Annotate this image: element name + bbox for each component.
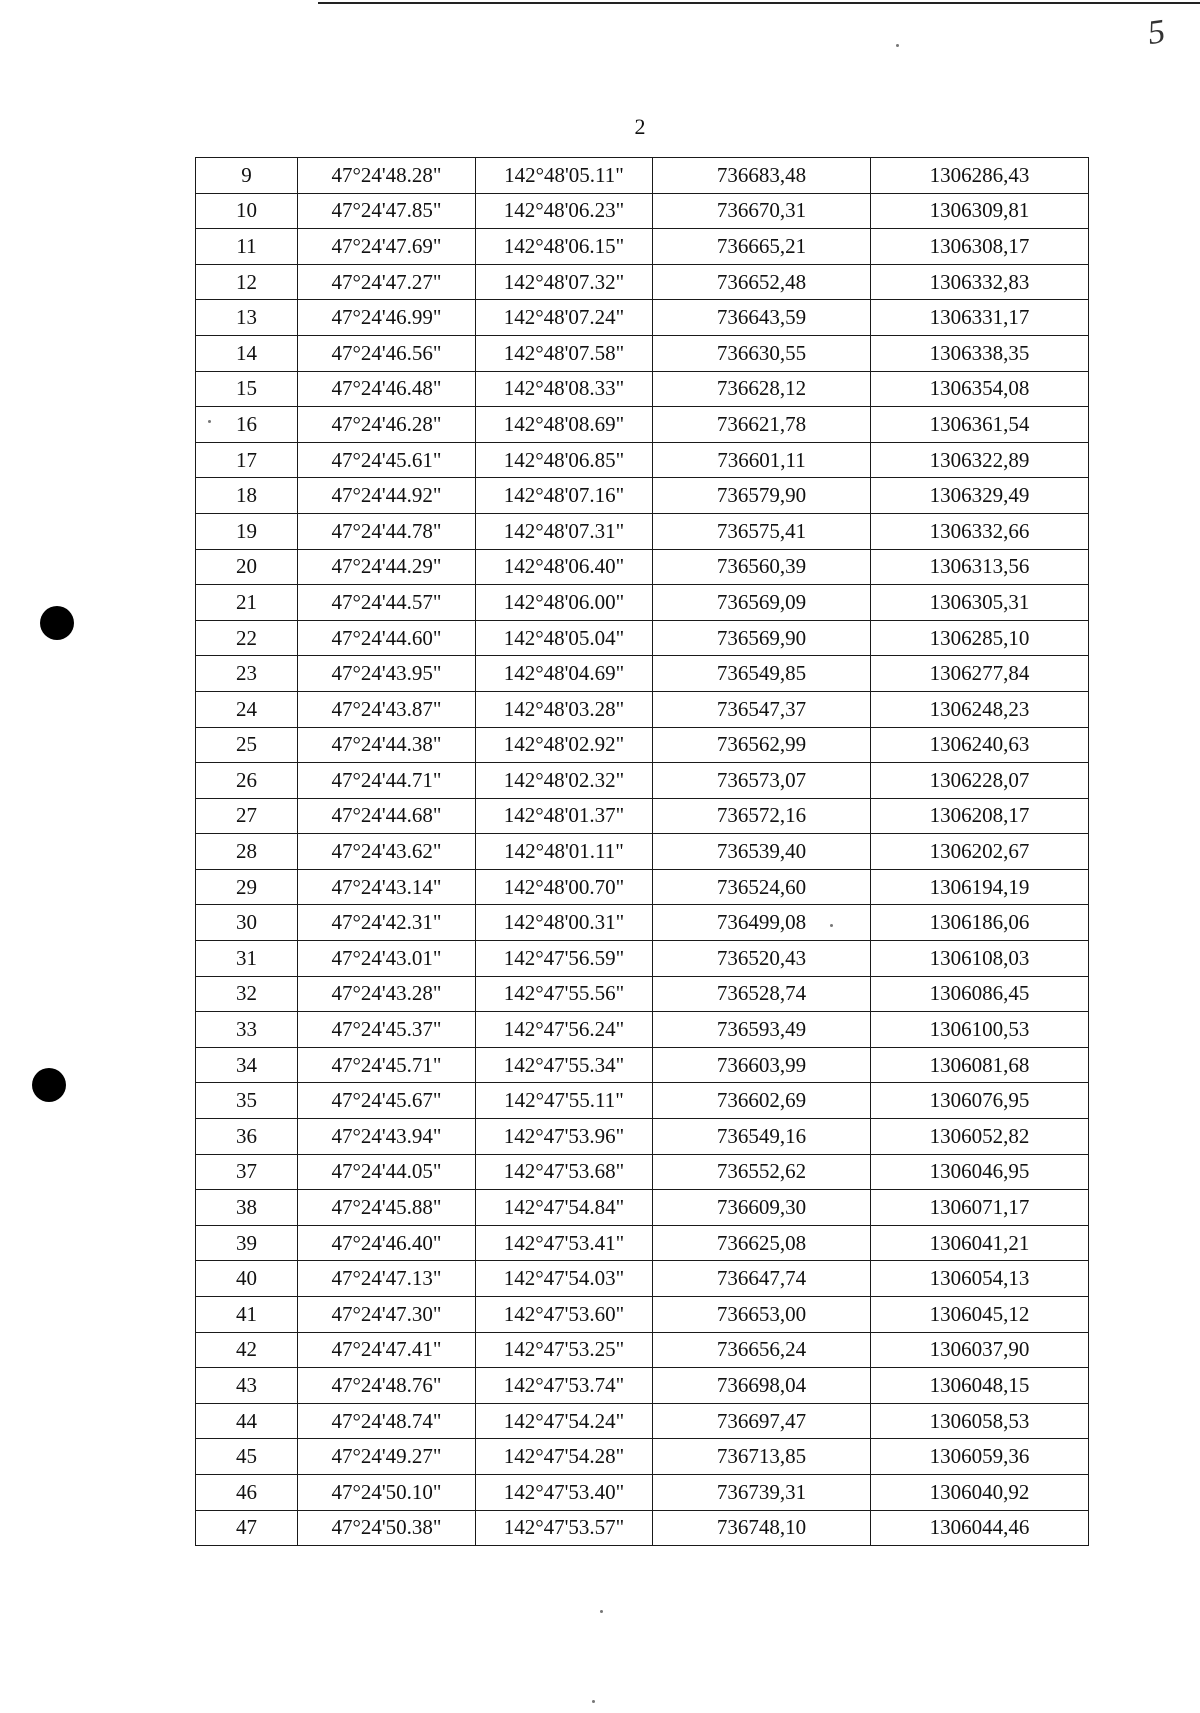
latitude-cell: 47°24'45.37" — [298, 1012, 476, 1048]
longitude-cell: 142°47'53.41" — [476, 1225, 653, 1261]
latitude-cell: 47°24'46.48" — [298, 371, 476, 407]
point-number-cell: 19 — [196, 513, 298, 549]
y-coordinate-cell: 1306202,67 — [871, 834, 1089, 870]
x-coordinate-cell: 736572,16 — [653, 798, 871, 834]
x-coordinate-cell: 736520,43 — [653, 941, 871, 977]
table-row — [196, 193, 1089, 229]
point-number-cell: 22 — [196, 620, 298, 656]
y-coordinate-cell: 1306041,21 — [871, 1225, 1089, 1261]
longitude-cell: 142°47'53.60" — [476, 1297, 653, 1333]
x-coordinate-cell: 736643,59 — [653, 300, 871, 336]
table-row — [196, 620, 1089, 656]
y-coordinate-cell: 1306309,81 — [871, 193, 1089, 229]
point-number-cell: 12 — [196, 264, 298, 300]
longitude-cell: 142°48'00.31" — [476, 905, 653, 941]
scan-speck — [592, 1700, 595, 1703]
latitude-cell: 47°24'45.88" — [298, 1190, 476, 1226]
table-row — [196, 300, 1089, 336]
longitude-cell: 142°48'06.85" — [476, 442, 653, 478]
x-coordinate-cell: 736528,74 — [653, 976, 871, 1012]
table-row — [196, 229, 1089, 265]
latitude-cell: 47°24'46.56" — [298, 335, 476, 371]
y-coordinate-cell: 1306313,56 — [871, 549, 1089, 585]
x-coordinate-cell: 736601,11 — [653, 442, 871, 478]
latitude-cell: 47°24'43.62" — [298, 834, 476, 870]
latitude-cell: 47°24'44.71" — [298, 763, 476, 799]
longitude-cell: 142°47'54.84" — [476, 1190, 653, 1226]
x-coordinate-cell: 736697,47 — [653, 1403, 871, 1439]
y-coordinate-cell: 1306052,82 — [871, 1119, 1089, 1155]
longitude-cell: 142°47'55.56" — [476, 976, 653, 1012]
y-coordinate-cell: 1306285,10 — [871, 620, 1089, 656]
latitude-cell: 47°24'45.61" — [298, 442, 476, 478]
y-coordinate-cell: 1306044,46 — [871, 1510, 1089, 1546]
point-number-cell: 32 — [196, 976, 298, 1012]
x-coordinate-cell: 736539,40 — [653, 834, 871, 870]
table-row — [196, 798, 1089, 834]
y-coordinate-cell: 1306286,43 — [871, 158, 1089, 194]
table-row — [196, 1403, 1089, 1439]
longitude-cell: 142°47'53.68" — [476, 1154, 653, 1190]
y-coordinate-cell: 1306081,68 — [871, 1047, 1089, 1083]
x-coordinate-cell: 736630,55 — [653, 335, 871, 371]
table-row — [196, 513, 1089, 549]
x-coordinate-cell: 736602,69 — [653, 1083, 871, 1119]
y-coordinate-cell: 1306308,17 — [871, 229, 1089, 265]
longitude-cell: 142°48'01.37" — [476, 798, 653, 834]
latitude-cell: 47°24'44.57" — [298, 585, 476, 621]
y-coordinate-cell: 1306058,53 — [871, 1403, 1089, 1439]
point-number-cell: 31 — [196, 941, 298, 977]
point-number-cell: 20 — [196, 549, 298, 585]
y-coordinate-cell: 1306277,84 — [871, 656, 1089, 692]
point-number-cell: 45 — [196, 1439, 298, 1475]
table-row — [196, 727, 1089, 763]
top-edge-rule — [318, 2, 1200, 4]
latitude-cell: 47°24'44.78" — [298, 513, 476, 549]
longitude-cell: 142°48'07.31" — [476, 513, 653, 549]
x-coordinate-cell: 736647,74 — [653, 1261, 871, 1297]
y-coordinate-cell: 1306338,35 — [871, 335, 1089, 371]
latitude-cell: 47°24'48.28" — [298, 158, 476, 194]
y-coordinate-cell: 1306194,19 — [871, 869, 1089, 905]
coordinates-table — [195, 157, 1089, 1546]
longitude-cell: 142°47'56.59" — [476, 941, 653, 977]
table-row — [196, 1012, 1089, 1048]
y-coordinate-cell: 1306228,07 — [871, 763, 1089, 799]
longitude-cell: 142°48'06.15" — [476, 229, 653, 265]
latitude-cell: 47°24'44.29" — [298, 549, 476, 585]
latitude-cell: 47°24'44.05" — [298, 1154, 476, 1190]
latitude-cell: 47°24'50.10" — [298, 1474, 476, 1510]
longitude-cell: 142°48'05.11" — [476, 158, 653, 194]
table-row — [196, 1083, 1089, 1119]
longitude-cell: 142°48'04.69" — [476, 656, 653, 692]
latitude-cell: 47°24'45.67" — [298, 1083, 476, 1119]
y-coordinate-cell: 1306086,45 — [871, 976, 1089, 1012]
table-row — [196, 371, 1089, 407]
latitude-cell: 47°24'43.01" — [298, 941, 476, 977]
coordinates-table-body — [196, 158, 1089, 1546]
longitude-cell: 142°47'55.34" — [476, 1047, 653, 1083]
x-coordinate-cell: 736653,00 — [653, 1297, 871, 1333]
x-coordinate-cell: 736739,31 — [653, 1474, 871, 1510]
x-coordinate-cell: 736609,30 — [653, 1190, 871, 1226]
point-number-cell: 18 — [196, 478, 298, 514]
y-coordinate-cell: 1306059,36 — [871, 1439, 1089, 1475]
longitude-cell: 142°47'53.96" — [476, 1119, 653, 1155]
point-number-cell: 23 — [196, 656, 298, 692]
point-number-cell: 39 — [196, 1225, 298, 1261]
point-number-cell: 47 — [196, 1510, 298, 1546]
x-coordinate-cell: 736562,99 — [653, 727, 871, 763]
table-row — [196, 335, 1089, 371]
longitude-cell: 142°47'55.11" — [476, 1083, 653, 1119]
point-number-cell: 11 — [196, 229, 298, 265]
latitude-cell: 47°24'43.14" — [298, 869, 476, 905]
x-coordinate-cell: 736748,10 — [653, 1510, 871, 1546]
point-number-cell: 40 — [196, 1261, 298, 1297]
x-coordinate-cell: 736656,24 — [653, 1332, 871, 1368]
table-row — [196, 407, 1089, 443]
table-row — [196, 1225, 1089, 1261]
y-coordinate-cell: 1306045,12 — [871, 1297, 1089, 1333]
latitude-cell: 47°24'47.30" — [298, 1297, 476, 1333]
latitude-cell: 47°24'42.31" — [298, 905, 476, 941]
table-row — [196, 1510, 1089, 1546]
point-number-cell: 15 — [196, 371, 298, 407]
longitude-cell: 142°48'06.00" — [476, 585, 653, 621]
y-coordinate-cell: 1306331,17 — [871, 300, 1089, 336]
latitude-cell: 47°24'46.99" — [298, 300, 476, 336]
longitude-cell: 142°48'02.32" — [476, 763, 653, 799]
x-coordinate-cell: 736621,78 — [653, 407, 871, 443]
y-coordinate-cell: 1306248,23 — [871, 691, 1089, 727]
longitude-cell: 142°47'54.24" — [476, 1403, 653, 1439]
point-number-cell: 44 — [196, 1403, 298, 1439]
longitude-cell: 142°47'53.25" — [476, 1332, 653, 1368]
longitude-cell: 142°48'08.69" — [476, 407, 653, 443]
table-row — [196, 442, 1089, 478]
latitude-cell: 47°24'50.38" — [298, 1510, 476, 1546]
longitude-cell: 142°48'07.58" — [476, 335, 653, 371]
y-coordinate-cell: 1306208,17 — [871, 798, 1089, 834]
table-row — [196, 763, 1089, 799]
table-row — [196, 1332, 1089, 1368]
table-row — [196, 1119, 1089, 1155]
x-coordinate-cell: 736665,21 — [653, 229, 871, 265]
x-coordinate-cell: 736579,90 — [653, 478, 871, 514]
longitude-cell: 142°48'06.23" — [476, 193, 653, 229]
longitude-cell: 142°47'56.24" — [476, 1012, 653, 1048]
longitude-cell: 142°48'01.11" — [476, 834, 653, 870]
y-coordinate-cell: 1306048,15 — [871, 1368, 1089, 1404]
y-coordinate-cell: 1306305,31 — [871, 585, 1089, 621]
point-number-cell: 36 — [196, 1119, 298, 1155]
latitude-cell: 47°24'46.40" — [298, 1225, 476, 1261]
latitude-cell: 47°24'47.85" — [298, 193, 476, 229]
x-coordinate-cell: 736683,48 — [653, 158, 871, 194]
point-number-cell: 26 — [196, 763, 298, 799]
punch-hole-mark — [40, 606, 74, 640]
latitude-cell: 47°24'47.27" — [298, 264, 476, 300]
y-coordinate-cell: 1306361,54 — [871, 407, 1089, 443]
longitude-cell: 142°48'03.28" — [476, 691, 653, 727]
latitude-cell: 47°24'44.92" — [298, 478, 476, 514]
latitude-cell: 47°24'44.68" — [298, 798, 476, 834]
point-number-cell: 14 — [196, 335, 298, 371]
point-number-cell: 42 — [196, 1332, 298, 1368]
y-coordinate-cell: 1306054,13 — [871, 1261, 1089, 1297]
longitude-cell: 142°48'00.70" — [476, 869, 653, 905]
point-number-cell: 30 — [196, 905, 298, 941]
latitude-cell: 47°24'43.28" — [298, 976, 476, 1012]
point-number-cell: 16 — [196, 407, 298, 443]
latitude-cell: 47°24'49.27" — [298, 1439, 476, 1475]
latitude-cell: 47°24'47.41" — [298, 1332, 476, 1368]
point-number-cell: 33 — [196, 1012, 298, 1048]
table-row — [196, 976, 1089, 1012]
y-coordinate-cell: 1306322,89 — [871, 442, 1089, 478]
point-number-cell: 46 — [196, 1474, 298, 1510]
x-coordinate-cell: 736713,85 — [653, 1439, 871, 1475]
x-coordinate-cell: 736499,08 — [653, 905, 871, 941]
longitude-cell: 142°48'07.32" — [476, 264, 653, 300]
table-row — [196, 905, 1089, 941]
page-number: 2 — [634, 114, 646, 139]
y-coordinate-cell: 1306071,17 — [871, 1190, 1089, 1226]
latitude-cell: 47°24'47.69" — [298, 229, 476, 265]
table-row — [196, 834, 1089, 870]
longitude-cell: 142°47'53.74" — [476, 1368, 653, 1404]
x-coordinate-cell: 736569,90 — [653, 620, 871, 656]
y-coordinate-cell: 1306108,03 — [871, 941, 1089, 977]
table-row — [196, 478, 1089, 514]
x-coordinate-cell: 736670,31 — [653, 193, 871, 229]
x-coordinate-cell: 736625,08 — [653, 1225, 871, 1261]
table-row — [196, 264, 1089, 300]
y-coordinate-cell: 1306332,66 — [871, 513, 1089, 549]
point-number-cell: 21 — [196, 585, 298, 621]
x-coordinate-cell: 736547,37 — [653, 691, 871, 727]
point-number-cell: 29 — [196, 869, 298, 905]
x-coordinate-cell: 736628,12 — [653, 371, 871, 407]
table-row — [196, 869, 1089, 905]
x-coordinate-cell: 736560,39 — [653, 549, 871, 585]
latitude-cell: 47°24'43.95" — [298, 656, 476, 692]
longitude-cell: 142°48'07.24" — [476, 300, 653, 336]
longitude-cell: 142°48'06.40" — [476, 549, 653, 585]
latitude-cell: 47°24'44.60" — [298, 620, 476, 656]
point-number-cell: 37 — [196, 1154, 298, 1190]
x-coordinate-cell: 736552,62 — [653, 1154, 871, 1190]
table-row — [196, 1474, 1089, 1510]
x-coordinate-cell: 736603,99 — [653, 1047, 871, 1083]
point-number-cell: 13 — [196, 300, 298, 336]
table-row — [196, 656, 1089, 692]
table-row — [196, 1368, 1089, 1404]
point-number-cell: 41 — [196, 1297, 298, 1333]
y-coordinate-cell: 1306046,95 — [871, 1154, 1089, 1190]
longitude-cell: 142°48'02.92" — [476, 727, 653, 763]
point-number-cell: 27 — [196, 798, 298, 834]
latitude-cell: 47°24'48.74" — [298, 1403, 476, 1439]
point-number-cell: 35 — [196, 1083, 298, 1119]
latitude-cell: 47°24'45.71" — [298, 1047, 476, 1083]
table-row — [196, 941, 1089, 977]
x-coordinate-cell: 736698,04 — [653, 1368, 871, 1404]
longitude-cell: 142°47'53.40" — [476, 1474, 653, 1510]
scan-speck — [600, 1610, 603, 1613]
latitude-cell: 47°24'47.13" — [298, 1261, 476, 1297]
y-coordinate-cell: 1306076,95 — [871, 1083, 1089, 1119]
handwritten-sheet-number: 5 — [1145, 13, 1168, 53]
longitude-cell: 142°48'08.33" — [476, 371, 653, 407]
longitude-cell: 142°47'53.57" — [476, 1510, 653, 1546]
x-coordinate-cell: 736593,49 — [653, 1012, 871, 1048]
point-number-cell: 24 — [196, 691, 298, 727]
x-coordinate-cell: 736573,07 — [653, 763, 871, 799]
table-row — [196, 1439, 1089, 1475]
table-row — [196, 1154, 1089, 1190]
point-number-cell: 38 — [196, 1190, 298, 1226]
latitude-cell: 47°24'44.38" — [298, 727, 476, 763]
scan-speck — [896, 44, 899, 47]
longitude-cell: 142°47'54.28" — [476, 1439, 653, 1475]
table-row — [196, 549, 1089, 585]
longitude-cell: 142°47'54.03" — [476, 1261, 653, 1297]
longitude-cell: 142°48'05.04" — [476, 620, 653, 656]
x-coordinate-cell: 736524,60 — [653, 869, 871, 905]
y-coordinate-cell: 1306186,06 — [871, 905, 1089, 941]
point-number-cell: 34 — [196, 1047, 298, 1083]
punch-hole-mark — [32, 1068, 66, 1102]
table-row — [196, 1297, 1089, 1333]
table-row — [196, 585, 1089, 621]
latitude-cell: 47°24'48.76" — [298, 1368, 476, 1404]
y-coordinate-cell: 1306040,92 — [871, 1474, 1089, 1510]
x-coordinate-cell: 736575,41 — [653, 513, 871, 549]
point-number-cell: 10 — [196, 193, 298, 229]
point-number-cell: 43 — [196, 1368, 298, 1404]
x-coordinate-cell: 736549,85 — [653, 656, 871, 692]
y-coordinate-cell: 1306332,83 — [871, 264, 1089, 300]
table-row — [196, 158, 1089, 194]
point-number-cell: 17 — [196, 442, 298, 478]
x-coordinate-cell: 736549,16 — [653, 1119, 871, 1155]
point-number-cell: 9 — [196, 158, 298, 194]
y-coordinate-cell: 1306037,90 — [871, 1332, 1089, 1368]
latitude-cell: 47°24'46.28" — [298, 407, 476, 443]
table-row — [196, 1261, 1089, 1297]
y-coordinate-cell: 1306354,08 — [871, 371, 1089, 407]
longitude-cell: 142°48'07.16" — [476, 478, 653, 514]
point-number-cell: 28 — [196, 834, 298, 870]
y-coordinate-cell: 1306240,63 — [871, 727, 1089, 763]
x-coordinate-cell: 736652,48 — [653, 264, 871, 300]
table-row — [196, 1190, 1089, 1226]
table-row — [196, 691, 1089, 727]
y-coordinate-cell: 1306100,53 — [871, 1012, 1089, 1048]
x-coordinate-cell: 736569,09 — [653, 585, 871, 621]
latitude-cell: 47°24'43.87" — [298, 691, 476, 727]
y-coordinate-cell: 1306329,49 — [871, 478, 1089, 514]
table-row — [196, 1047, 1089, 1083]
point-number-cell: 25 — [196, 727, 298, 763]
latitude-cell: 47°24'43.94" — [298, 1119, 476, 1155]
